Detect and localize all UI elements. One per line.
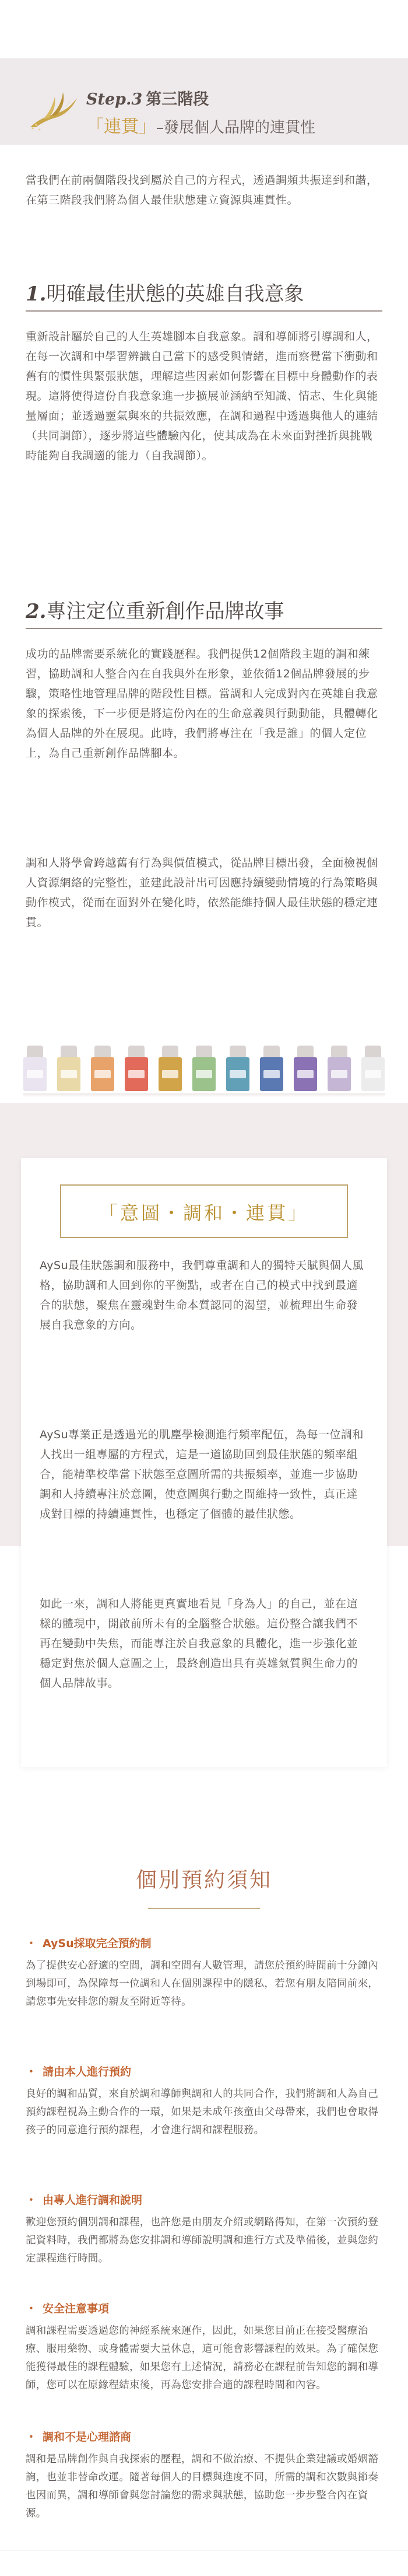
quote-title: 「意圖・調和・連貫」 [99, 1202, 309, 1224]
phoenix-logo-icon [26, 86, 82, 135]
step-subtitle [86, 112, 315, 138]
step-number: Step.3 [86, 90, 143, 109]
notice-5-text: 調和是品牌創作與自我探索的歷程，調和不做治療、不提供企業建議或婚姻諮詢，也並非替命改運。隨著每個人的目標與進度不同，所需的調和次數與節奏也因而異，調和導師會與您討論您的需求與狀態，協助您一步步整合內在資源。 [26, 2453, 379, 2519]
section-1-body: 重新設計屬於自己的人生英雄腳本自我意象。調和導師將引導調和人，在每一次調和中學習辨識自己當下的感受與情緒，進而察覺當下衝動和舊有的慣性與緊張狀態，理解這些因素如何影響在目標中身體動作的表現。這將使得這份自我意象進一步擴展並涵納至知識、情志、生化與能量層面；並透過靈氣與來的共振效應，在調和過程中透過與他人的連結（共同調節），逐步將這些體驗內化，使其成為在未來面對挫折與挑戰時能夠自我調適的能力（自我調節）。 [26, 330, 378, 462]
bullet-dot-icon: ・ [26, 2431, 37, 2444]
product-bottles-image [23, 1039, 385, 1092]
section-2-number: 2. [26, 600, 47, 623]
bottle-cap [61, 1046, 77, 1058]
section-2-title [26, 595, 284, 624]
notice-1-text: 為了提供安心舒適的空間，調和空間有人數管理，請您於預約時間前十分鐘內到場即可，為保障每一位調和人在個別課程中的隱私，若您有朋友陪同前來，請您事先安排您的親友至附近等待。 [26, 1960, 379, 2008]
bottle-label [365, 1070, 381, 1078]
notice-3-text: 歡迎您預約個別調和課程，也許您是由朋友介紹或網路得知，在第一次預約登記資料時，我們都將為您安排調和導師說明調和進行方式及準備後，並與您約定課程進行時間。 [26, 2217, 379, 2264]
notice-2-text: 良好的調和品質，來自於調和導師與調和人的共同合作，我們將調和人為自己預約課程視為主動合作的一環，如果是未成年孩童由父母帶來，我們也會取得孩子的同意進行預約課程，才會進行調和課程服務。 [26, 2088, 379, 2136]
notice-4-text: 調和課程需要透過您的神經系統來運作，因此，如果您目前正在接受醫療治療、服用藥物、或身體需要大量休息，這可能會影響課程的效果。為了確保您能獲得最佳的課程體驗，如果您有上述情況，請務必在課程前告知您的調和導師，您可以在原緣程結束後，再為您安排合適的課程時間和內容。 [26, 2325, 379, 2391]
step-label: 第三階段 [146, 90, 209, 109]
bottle-cap [128, 1046, 145, 1058]
bottle [260, 1046, 283, 1092]
bottle-cap [365, 1046, 381, 1058]
bottle-label [61, 1070, 77, 1078]
bottle [91, 1046, 114, 1092]
notice-1-heading: ・ AySu採取完全預約制 [26, 1937, 152, 1950]
section-2-body-2: 調和人將學會跨越舊有行為與價值模式，從品牌目標出發，全面檢視個人資源網絡的完整性，並建此設計出可因應持續變動情境的行為策略與動作模式，從而在面對外在變化時，依然能維持個人最佳狀態的穩定連貫。 [26, 857, 378, 929]
section-2-divider [26, 628, 382, 629]
bottle-label [27, 1070, 43, 1078]
notices-title: 個別預約須知 [135, 1868, 272, 1892]
quote-paragraph-1: AySu最佳狀態調和服務中，我們尊重調和人的獨特天賦與個人風格，協助調和人回到你的平衡點，或者在自己的模式中找到最適合的狀態，聚焦在靈魂對生命本質認同的渴望，並梳理出生命發展自我意象的方向。 [40, 1259, 364, 1331]
notices-divider [148, 1908, 260, 1909]
bottle-label [230, 1070, 246, 1078]
bottle-label [94, 1070, 111, 1078]
section-1-number: 1. [26, 282, 47, 306]
bottle-cap [263, 1046, 280, 1058]
section-1-title [26, 278, 304, 306]
bottle-cap [27, 1046, 43, 1058]
notice-4-heading: ・ 安全注意事項 [26, 2302, 110, 2315]
quote-paragraph-3: 如此一來，調和人將能更真實地看見「身為人」的自己，並在這樣的體現中，開啟前所未有的全腦整合狀態。這份整合讓我們不再在變動中失焦，而能專注於自我意象的具體化，進一步強化並穩定對焦於個人意圖之上，最終創造出具有英雄氣質與生命力的個人品牌故事。 [40, 1598, 358, 1690]
bottle-label [196, 1070, 212, 1078]
bottle [226, 1046, 249, 1092]
bottle-cap [162, 1046, 178, 1058]
bottle-cap [297, 1046, 314, 1058]
quote-paragraph-2: AySu專業正是透過光的肌塵學檢測進行頻率配伍，為每一位調和人找出一組專屬的方程式，這是一道協助回到最佳狀態的頻率組合，能精準校準當下狀態至意圖所需的共振頻率，並進一步協助調和人持續專注於意圖，使意圖與行動之間維持一致性，真正達成對目標的持續連貫性，也穩定了個體的最佳狀態。 [40, 1428, 364, 1521]
bottle [294, 1046, 317, 1092]
step-heading [86, 86, 209, 109]
bottle-cap [196, 1046, 212, 1058]
bottle [192, 1046, 216, 1092]
bullet-dot-icon: ・ [26, 1937, 37, 1950]
bottle [361, 1046, 385, 1092]
notice-2-heading: ・ 請由本人進行預約 [26, 2065, 132, 2078]
intro-paragraph: 當我們在前兩個階段找到屬於自己的方程式，透過調頻共振達到和諧，在第三階段我們將為個人最佳狀態建立資源與連貫性。 [26, 174, 378, 207]
bottle-label [297, 1070, 314, 1078]
notice-3-heading: ・ 由專人進行調和說明 [26, 2194, 143, 2207]
bottle-label [162, 1070, 178, 1078]
bottle [23, 1046, 47, 1092]
bullet-dot-icon: ・ [26, 2065, 37, 2078]
bottle-label [331, 1070, 347, 1078]
bottle [125, 1046, 148, 1092]
bottle-cap [230, 1046, 246, 1058]
bottle [159, 1046, 182, 1092]
bottle-cap [94, 1046, 111, 1058]
subtitle-main: 「連貫」 [86, 117, 156, 137]
bottle-label [128, 1070, 145, 1078]
bottle [57, 1046, 80, 1092]
bottles-shadow [23, 1093, 385, 1097]
bottle-cap [331, 1046, 347, 1058]
bottle [328, 1046, 351, 1092]
bullet-dot-icon: ・ [26, 2194, 37, 2207]
subtitle-tail: –發展個人品牌的連貫性 [156, 119, 316, 137]
notice-5-heading: ・ 調和不是心理諮商 [26, 2431, 132, 2444]
section-2-heading: 專注定位重新創作品牌故事 [46, 600, 284, 623]
section-2-body-1: 成功的品牌需要系統化的實踐歷程。我們提供12個階段主題的調和練習，協助調和人整合內在自我與外在形象，並依循12個品牌發展的步驟，策略性地管理品牌的階段性目標。當調和人完成對內在英雄自我意象的探索後，下一步便是將這份內在的生命意義與行動動能，具體轉化為個人品牌的外在展現。此時，我們將專注在「我是誰」的個人定位上，為自己重新創作品牌腳本。 [26, 648, 378, 760]
section-1-divider [26, 310, 382, 312]
bottle-label [263, 1070, 280, 1078]
bullet-dot-icon: ・ [26, 2302, 37, 2315]
section-1-heading: 明確最佳狀態的英雄自我意象 [46, 282, 304, 306]
